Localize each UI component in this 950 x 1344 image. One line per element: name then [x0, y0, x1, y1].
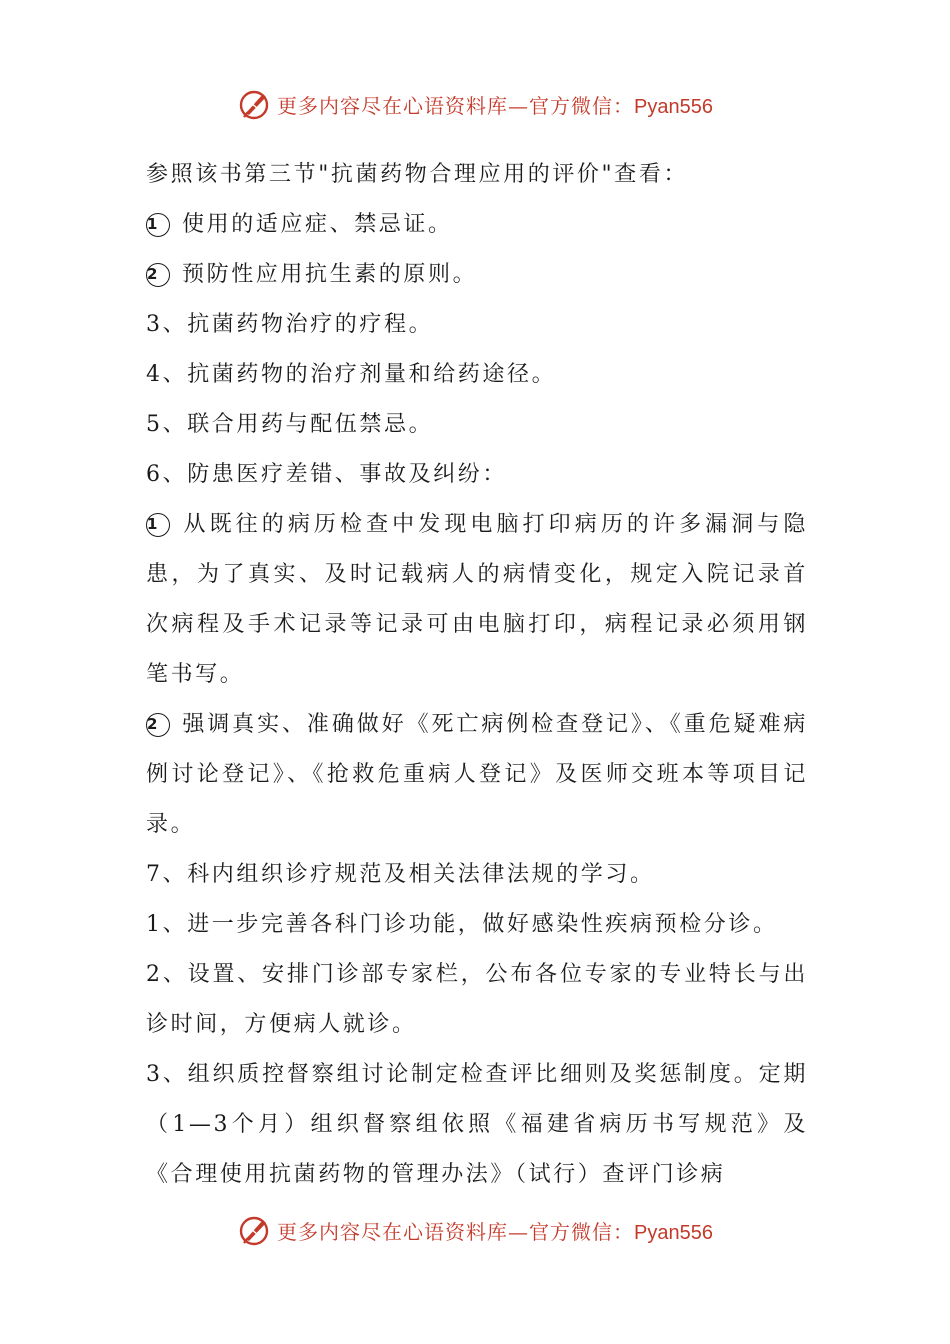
paragraph: 参照该书第三节"抗菌药物合理应用的评价"查看：	[146, 162, 689, 187]
document-body	[146, 150, 808, 1200]
circled-number: 2	[146, 263, 170, 287]
footer-watermark-banner	[0, 1210, 950, 1250]
paragraph: 4、抗菌药物的治疗剂量和给药途径。	[146, 362, 557, 387]
circled-number: 2	[146, 713, 170, 737]
quill-logo-icon	[237, 1212, 273, 1248]
paragraph: 1 从既往的病历检查中发现电脑打印病历的许多漏洞与隐患，为了真实、及时记载病人的病情变化，规定入院记录首次病程及手术记录等记录可由电脑打印，病程记录必须用钢笔书写。	[146, 512, 808, 687]
paragraph: 6、防患医疗差错、事故及纠纷：	[146, 462, 507, 487]
paragraph: 2 预防性应用抗生素的原则。	[147, 262, 478, 287]
banner-text: 更多内容尽在心语资料库—官方微信：Pyan556	[277, 1219, 713, 1244]
paragraph: 7、科内组织诊疗规范及相关法律法规的学习。	[146, 862, 655, 887]
paragraph: 5、联合用药与配伍禁忌。	[146, 412, 434, 437]
paragraph: 1 使用的适应症、禁忌证。	[147, 212, 453, 237]
banner-text: 更多内容尽在心语资料库—官方微信：Pyan556	[277, 93, 713, 118]
paragraph: 3、抗菌药物治疗的疗程。	[146, 312, 434, 337]
header-watermark-banner	[0, 84, 950, 124]
circled-number: 1	[146, 513, 170, 537]
paragraph: 3、组织质控督察组讨论制定检查评比细则及奖惩制度。定期（1—3个月）组织督察组依照《福建省病历书写规范》及《合理使用抗菌药物的管理办法》（试行）查评门诊病	[146, 1062, 808, 1187]
paragraph: 2 强调真实、准确做好《死亡病例检查登记》、《重危疑难病例讨论登记》、《抢救危重病人登记》及医师交班本等项目记录。	[146, 712, 808, 837]
paragraph: 1、进一步完善各科门诊功能，做好感染性疾病预检分诊。	[146, 912, 778, 937]
paragraph: 2、设置、安排门诊部专家栏，公布各位专家的专业特长与出诊时间，方便病人就诊。	[146, 962, 808, 1037]
circled-number: 1	[146, 213, 170, 237]
quill-logo-icon	[237, 86, 273, 122]
